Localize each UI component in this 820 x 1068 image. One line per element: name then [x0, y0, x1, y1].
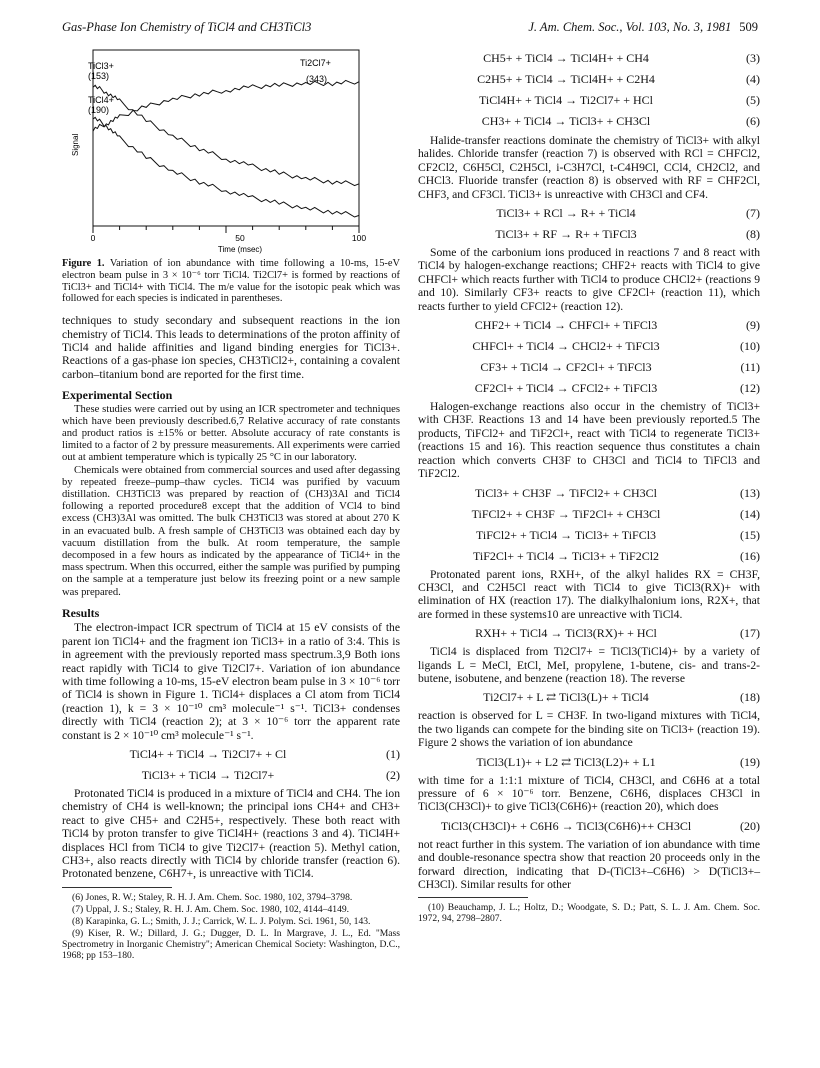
figure-1-chart — [62, 46, 400, 254]
y-axis-label: Signal — [71, 133, 80, 156]
footnotes-right — [418, 897, 760, 924]
carbonium-paragraph: Some of the carbonium ions produced in reactions 7 and 8 react with TiCl4 by halogen-exchange reactions; CHF2+ reacts with TiCl4 to give CHFCl+ which reacts further with TiCl4 to produce CHCl2+ (reactions 9 and 10). Similarly CF3+ reacts to give CF2Cl+ (reaction 11), which reacts further to yield CFCl2+ (reaction 12). — [418, 246, 760, 313]
equation-5 — [418, 91, 760, 109]
equation-15-text: TiFCl2+ + TiCl4 → TiCl3+ + TiFCl3 — [475, 527, 657, 542]
right-column — [418, 46, 760, 925]
results-paragraph-2: Protonated TiCl4 is produced in a mixture of TiCl4 and CH4. The ion chemistry of CH4 is well-known; the principal ions CH4+ and CH3+ react to give CH5+ and C2H5+, respectively. These both react with TiCl4 by proton transfer to give TiCl4H+ (reactions 3 and 4). TiCl4H+ displaces HCl from TiCl4 to give Ti2Cl7+ (reaction 5). Methyl cation, CH3+, also reacts directly with TiCl4 by chloride transfer (reaction 6). Protonated benzene, C6H7+, is unreactive with TiCl4. — [62, 786, 400, 881]
equation-3-number: (3) — [746, 51, 760, 65]
equation-8-text: TiCl3+ + RF → R+ + TiFCl3 — [495, 227, 637, 242]
series-label-ticl4: TiCl4+ — [88, 95, 114, 105]
equation-7-number: (7) — [746, 206, 760, 221]
equation-15 — [418, 526, 760, 544]
equation-19-text: TiCl3(L1)+ + L2 ⇄ TiCl3(L2)+ + L1 — [476, 754, 656, 769]
equation-17 — [418, 624, 760, 642]
equation-14-text: TiFCl2+ + CH3F → TiF2Cl+ + CH3Cl — [471, 506, 661, 521]
x-tick-label-100: 100 — [351, 233, 367, 243]
equation-12 — [418, 379, 760, 397]
equation-20 — [418, 817, 760, 835]
ligand-displacement-paragraph: TiCl4 is displaced from Ti2Cl7+ = TiCl3(TiCl4)+ by a variety of ligands L = MeCl, EtCl, MeI, propylene, 1-butene, cis- and trans-2-butene, isobutene, and benzene (reaction 18). The reverse — [418, 645, 760, 685]
series-ticl4 — [93, 117, 359, 217]
equation-4-number: (4) — [746, 72, 760, 86]
chart-ticks — [93, 226, 359, 233]
series-label-ti2cl7: Ti2Cl7+ — [300, 58, 331, 68]
protonated-parent-paragraph: Protonated parent ions, RXH+, of the alkyl halides RX = CH3F, CH3Cl, and C2H5Cl react with TiCl4 to give TiCl3(RX)+ with elimination of HX (reaction 17). The dialkylhalonium ions, R2X+, that are formed in these systems10 are unreactive with TiCl4. — [418, 567, 760, 621]
experimental-paragraph-1: These studies were carried out by using an ICR spectrometer and techniques which have been previously described.6,7 Relative accuracy of rate constants and product ratios is ±15% or better. Absolute accuracy of rate constants is limited to a factor of 2 by pressure measurements. All experiments were carried out at ambient temperature which is typically 25 °C in our laboratory. — [62, 403, 400, 464]
equation-19 — [418, 753, 760, 771]
equation-6 — [418, 112, 760, 130]
footnotes-left — [62, 887, 400, 961]
equation-16-number: (16) — [740, 548, 760, 563]
journal-citation: J. Am. Chem. Soc., Vol. 103, No. 3, 1981 — [528, 20, 732, 34]
equation-9-text: CHF2+ + TiCl4 → CHFCl+ + TiFCl3 — [474, 318, 658, 333]
running-head-journal — [528, 20, 758, 35]
x-tick-label-50: 50 — [235, 233, 245, 243]
series-label-ticl4-mz: (190) — [88, 105, 110, 115]
running-head — [62, 20, 758, 38]
footnote-rule-right — [418, 897, 528, 898]
equation-9 — [418, 316, 760, 334]
equation-14-number: (14) — [740, 506, 760, 521]
equation-8-number: (8) — [746, 227, 760, 242]
reference-7: (7) Uppal, J. S.; Staley, R. H. J. Am. Chem. Soc. 1980, 102, 4144–4149. — [72, 903, 350, 915]
equation-7-text: TiCl3+ + RCl → R+ + TiCl4 — [496, 206, 636, 221]
equation-18-text: Ti2Cl7+ + L ⇄ TiCl3(L)+ + TiCl4 — [483, 690, 649, 705]
equation-10-text: CHFCl+ + TiCl4 → CHCl2+ + TiFCl3 — [472, 339, 660, 354]
benzene-paragraph: with time for a 1:1:1 mixture of TiCl4, CH3Cl, and C6H6 at a total pressure of 6 × 10⁻⁶ torr. Benzene, C6H6, displaces CH3Cl in TiCl3(CH3Cl)+ to give TiCl3(C6H6)+ (reaction 20), which does — [418, 773, 760, 814]
series-ti2cl7 — [93, 80, 359, 131]
left-column — [62, 46, 400, 962]
forward-direction-paragraph: not react further in this system. The variation of ion abundance with time and double-resonance spectra show that reaction 20 proceeds only in the forward direction, indicating that D-(TiCl3+–C6H6) > D(TiCl3+–CH3Cl). Similar results for other — [418, 837, 760, 891]
reference-8: (8) Karapinka, G. L.; Smith, J. J.; Carrick, W. L. J. Polym. Sci. 1961, 50, 143. — [72, 915, 371, 927]
equation-3-text: CH5+ + TiCl4 → TiCl4H+ + CH4 — [483, 51, 649, 65]
halide-transfer-paragraph: Halide-transfer reactions dominate the chemistry of TiCl3+ with alkyl halides. Chloride transfer (reaction 7) is observed with RCl = CHFCl2, CF2Cl2, C6H5Cl, C2H5Cl, i-C3H7Cl, t-C4H9Cl, CCl4, CH2Cl2, and CHCl3. Fluoride transfer (reaction 8) is observed with RF = CHF2Cl, CHF3, and CF3Cl. TiCl3+ is unreactive with CH3Cl and CF4. — [418, 134, 760, 201]
equation-16 — [418, 547, 760, 565]
equation-4 — [418, 70, 760, 88]
series-label-ticl3: TiCl3+ — [88, 61, 114, 71]
equation-5-number: (5) — [746, 93, 760, 107]
running-head-title: Gas-Phase Ion Chemistry of TiCl4 and CH3TiCl3 — [62, 20, 312, 34]
figure-1-caption — [62, 258, 400, 305]
equation-17-number: (17) — [740, 626, 760, 641]
equation-19-number: (19) — [740, 754, 760, 769]
figure-1 — [62, 46, 400, 254]
equation-8 — [418, 225, 760, 243]
reference-9: (9) Kiser, R. W.; Dillard, J. G.; Dugger, D. L. In Margrave, J. L., Ed. "Mass Spectrometry in Inorganic Chemistry"; American Chemical Society: Washington, D.C., 1968; pp 153–180. — [62, 927, 400, 961]
reference-10: (10) Beauchamp, J. L.; Holtz, D.; Woodgate, S. D.; Patt, S. L. J. Am. Chem. Soc. 1972, 94, 2798–2807. — [418, 902, 760, 925]
equation-14 — [418, 505, 760, 523]
results-heading: Results — [62, 605, 100, 620]
equation-18-number: (18) — [740, 690, 760, 705]
equation-5-text: TiCl4H+ + TiCl4 → Ti2Cl7+ + HCl — [478, 93, 654, 107]
series-label-ticl3-mz: (153) — [88, 71, 110, 81]
equation-15-number: (15) — [740, 527, 760, 542]
equation-13 — [418, 484, 760, 502]
equation-18 — [418, 688, 760, 706]
equation-1 — [62, 745, 400, 763]
series-label-ti2cl7-mz: (343) — [306, 74, 328, 84]
page-number: 509 — [739, 20, 758, 34]
reference-6: (6) Jones, R. W.; Staley, R. H. J. Am. Chem. Soc. 1980, 102, 3794–3798. — [72, 891, 353, 903]
halogen-exchange-paragraph: Halogen-exchange reactions also occur in the chemistry of TiCl3+ with CH3F. Reactions 13 and 14 have been previously reported.5 The products, TiFCl2+ and TiF2Cl+, react with TiCl4 to regenerate TiCl3+ (reactions 15 and 16). This reaction sequence thus constitutes a chain reaction which converts CH3F to CH3Cl and TiCl4 to TiFCl3 and TiF2Cl2. — [418, 400, 760, 481]
equation-13-number: (13) — [740, 485, 760, 500]
equation-13-text: TiCl3+ + CH3F → TiFCl2+ + CH3Cl — [474, 485, 658, 500]
equation-1-text: TiCl4+ + TiCl4 → Ti2Cl7+ + Cl — [129, 746, 287, 761]
equation-11-number: (11) — [740, 360, 760, 375]
equation-2-number: (2) — [386, 767, 400, 782]
equation-4-text: C2H5+ + TiCl4 → TiCl4H+ + C2H4 — [477, 72, 655, 86]
equation-11 — [418, 358, 760, 376]
equation-7 — [418, 204, 760, 222]
equation-2-text: TiCl3+ + TiCl4 → Ti2Cl7+ — [141, 767, 275, 782]
x-tick-label-0: 0 — [90, 233, 96, 243]
equation-12-text: CF2Cl+ + TiCl4 → CFCl2+ + TiFCl3 — [474, 381, 658, 396]
equation-12-number: (12) — [740, 381, 760, 396]
figure-1-caption-label: Figure 1. — [62, 258, 105, 269]
equation-3 — [418, 49, 760, 67]
experimental-heading: Experimental Section — [62, 388, 173, 403]
equation-6-text: CH3+ + TiCl4 → TiCl3+ + CH3Cl — [481, 114, 651, 128]
equation-17-text: RXH+ + TiCl4 → TiCl3(RX)+ + HCl — [475, 626, 657, 641]
equation-20-number: (20) — [740, 818, 760, 833]
series-ticl3 — [93, 85, 359, 185]
equation-10 — [418, 337, 760, 355]
equation-16-text: TiF2Cl+ + TiCl4 → TiCl3+ + TiF2Cl2 — [472, 548, 660, 563]
equation-11-text: CF3+ + TiCl4 → CF2Cl+ + TiFCl3 — [480, 360, 652, 375]
footnote-rule — [62, 887, 172, 888]
chart-series — [93, 80, 359, 217]
equation-9-number: (9) — [746, 318, 760, 333]
x-axis-label: Time (msec) — [217, 245, 263, 254]
equation-10-number: (10) — [740, 339, 760, 354]
equation-1-number: (1) — [386, 746, 400, 761]
experimental-paragraph-2: Chemicals were obtained from commercial sources and used after degassing by repeated freeze–pump–thaw cycles. TiCl4 was purified by vacuum distillation. CH3TiCl3 was prepared by reaction of (CH3)3Al and TiCl4 following a reported procedure8 except that the addition of VCl4 to bind excess (CH3)3Al was omitted. The bulk CH3TiCl3 was stored at about 270 K in an evacuated bulb. A fresh sample of CH3TiCl3 was obtained each day by vacuum distillation from the bulk. At room temperature, the sample decomposed in a few hours as indicated by the appearance of TiCl4+ in the mass spectrum. When this occurred, either the sample was purified by pumping on the sample at a temperature just below its freezing point or a new sample was prepared. — [62, 464, 400, 598]
figure-1-caption-text: Variation of ion abundance with time following a 10-ms, 15-eV electron beam pulse in 3 × 10⁻⁶ torr TiCl4. Ti2Cl7+ is formed by reactions of TiCl3+ and TiCl4+ with TiCl4. The m/e value for the isotopic peak which was followed for each species is indicated in parentheses. — [62, 258, 400, 305]
equation-2 — [62, 766, 400, 784]
equation-6-number: (6) — [746, 114, 760, 128]
equation-20-text: TiCl3(CH3Cl)+ + C6H6 → TiCl3(C6H6)++ CH3Cl — [440, 818, 692, 833]
results-paragraph-1: The electron-impact ICR spectrum of TiCl4 at 15 eV consists of the parent ion TiCl4+ and the fragment ion TiCl3+ in a ratio of 3:4. This is in agreement with the previously reported mass spectrum.3,9 Both ions react rapidly with TiCl4 to give Ti2Cl7+. Variation of ion abundance with time following a 10-ms, 15-eV electron beam pulse in 3 × 10⁻⁶ torr of TiCl4 is shown in Figure 1. TiCl4+ displaces a Cl atom from TiCl4 (reaction 1), k = 3 × 10⁻¹⁰ cm³ molecule⁻¹ s⁻¹. TiCl3+ condenses directly with TiCl4 (reaction 2); at 3 × 10⁻⁶ torr the apparent rate constant is 2 × 10⁻¹⁰ cm³ molecule⁻¹ s⁻¹. — [62, 621, 400, 742]
intro-paragraph-end: techniques to study secondary and subsequent reactions in the ion chemistry of TiCl4. This leads to determinations of the proton affinity of TiCl4 and halide affinities and ligand binding energies for TiCl3+. Reactions of a gas-phase ion species, CH3TiCl2+, containing a covalent carbon–titanium bond are reported for the first time. — [62, 314, 400, 381]
reverse-reaction-paragraph: reaction is observed for L = CH3F. In two-ligand mixtures with TiCl4, the two ligands can compete for the binding site on TiCl3+ (reaction 19). Figure 2 shows the variation of ion abundance — [418, 709, 760, 750]
